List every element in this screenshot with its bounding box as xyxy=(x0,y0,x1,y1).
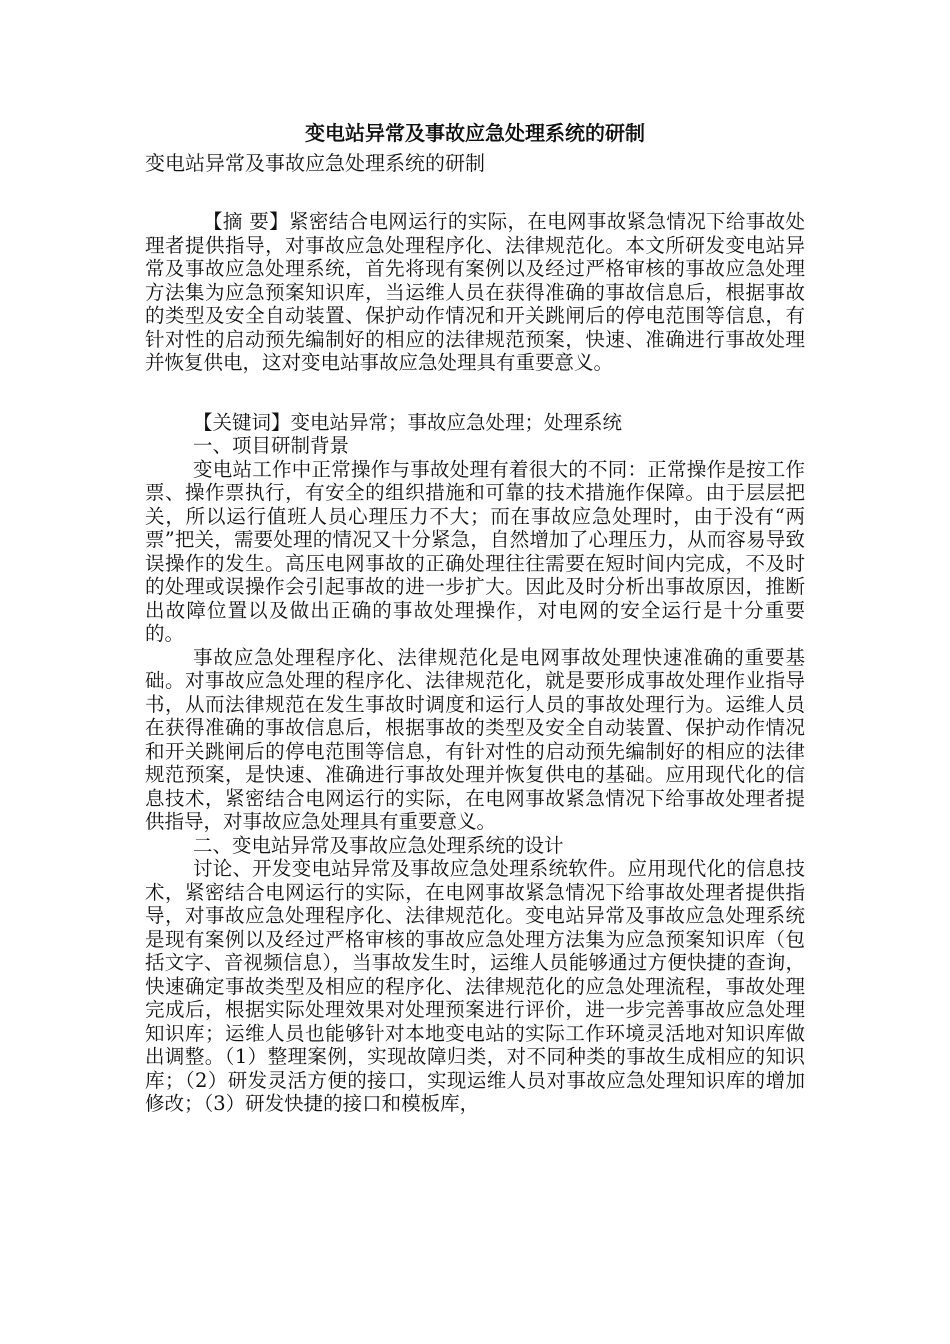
section-heading-2: 二、变电站异常及事故应急处理系统的设计 xyxy=(193,833,564,857)
document-title: 变电站异常及事故应急处理系统的研制 xyxy=(305,121,645,145)
section1-paragraph-1: 变电站工作中正常操作与事故处理有着很大的不同：正常操作是按工作票、操作票执行，有安全的组织措施和可靠的技术措施作保障。由于层层把关，所以运行值班人员心理压力不大；而在事故应急处理时，由于没有“两票”把关，需要处理的情况又十分紧急，自然增加了心理压力，从而容易导致误操作的发生。高压电网事故的正确处理往往需要在短时间内完成，不及时的处理或误操作会引起事故的进一步扩大。因此及时分析出事故原因，推断出故障位置以及做出正确的事故处理操作，对电网的安全运行是十分重要的。 xyxy=(145,457,805,645)
document-page xyxy=(145,120,805,1116)
keywords-line: 【关键词】变电站异常；事故应急处理；处理系统 xyxy=(193,410,623,434)
document-subtitle: 变电站异常及事故应急处理系统的研制 xyxy=(145,151,485,175)
section1-paragraph-2: 事故应急处理程序化、法律规范化是电网事故处理快速准确的重要基础。对事故应急处理的程序化、法律规范化，就是要形成事故处理作业指导书，从而法律规范在发生事故时调度和运行人员的事故处理行为。运维人员在获得准确的事故信息后，根据事故的类型及安全自动装置、保护动作情况和开关跳闸后的停电范围等信息，有针对性的启动预先编制好的相应的法律规范预案，是快速、准确进行事故处理并恢复供电的基础。应用现代化的信息技术，紧密结合电网运行的实际，在电网事故紧急情况下给事故处理者提供指导，对事故应急处理具有重要意义。 xyxy=(145,645,805,833)
abstract-paragraph: 【摘 要】紧密结合电网运行的实际，在电网事故紧急情况下给事故处理者提供指导，对事故应急处理程序化、法律规范化。本文所研发变电站异常及事故应急处理系统，首先将现有案例以及经过严格审核的事故应急处理方法集为应急预案知识库，当运维人员在获得准确的事故信息后，根据事故的类型及安全自动装置、保护动作情况和开关跳闸后的停电范围等信息，有针对性的启动预先编制好的相应的法律规范预案，快速、准确进行事故处理并恢复供电，这对变电站事故应急处理具有重要意义。 xyxy=(145,210,805,374)
section-heading-1: 一、项目研制背景 xyxy=(193,434,350,457)
section2-paragraph-1: 讨论、开发变电站异常及事故应急处理系统软件。应用现代化的信息技术，紧密结合电网运行的实际，在电网事故紧急情况下给事故处理者提供指导，对事故应急处理程序化、法律规范化。变电站异常及事故应急处理系统是现有案例以及经过严格审核的事故应急处理方法集为应急预案知识库（包括文字、音视频信息），当事故发生时，运维人员能够通过方便快捷的查询，快速确定事故类型及相应的程序化、法律规范化的应急处理流程，事故处理完成后，根据实际处理效果对处理预案进行评价，进一步完善事故应急处理知识库；运维人员也能够针对本地变电站的实际工作环境灵活地对知识库做出调整。（1）整理案例，实现故障归类，对不同种类的事故生成相应的知识库；（2）研发灵活方便的接口，实现运维人员对事故应急处理知识库的增加修改；（3）研发快捷的接口和模板库， xyxy=(145,857,805,1115)
